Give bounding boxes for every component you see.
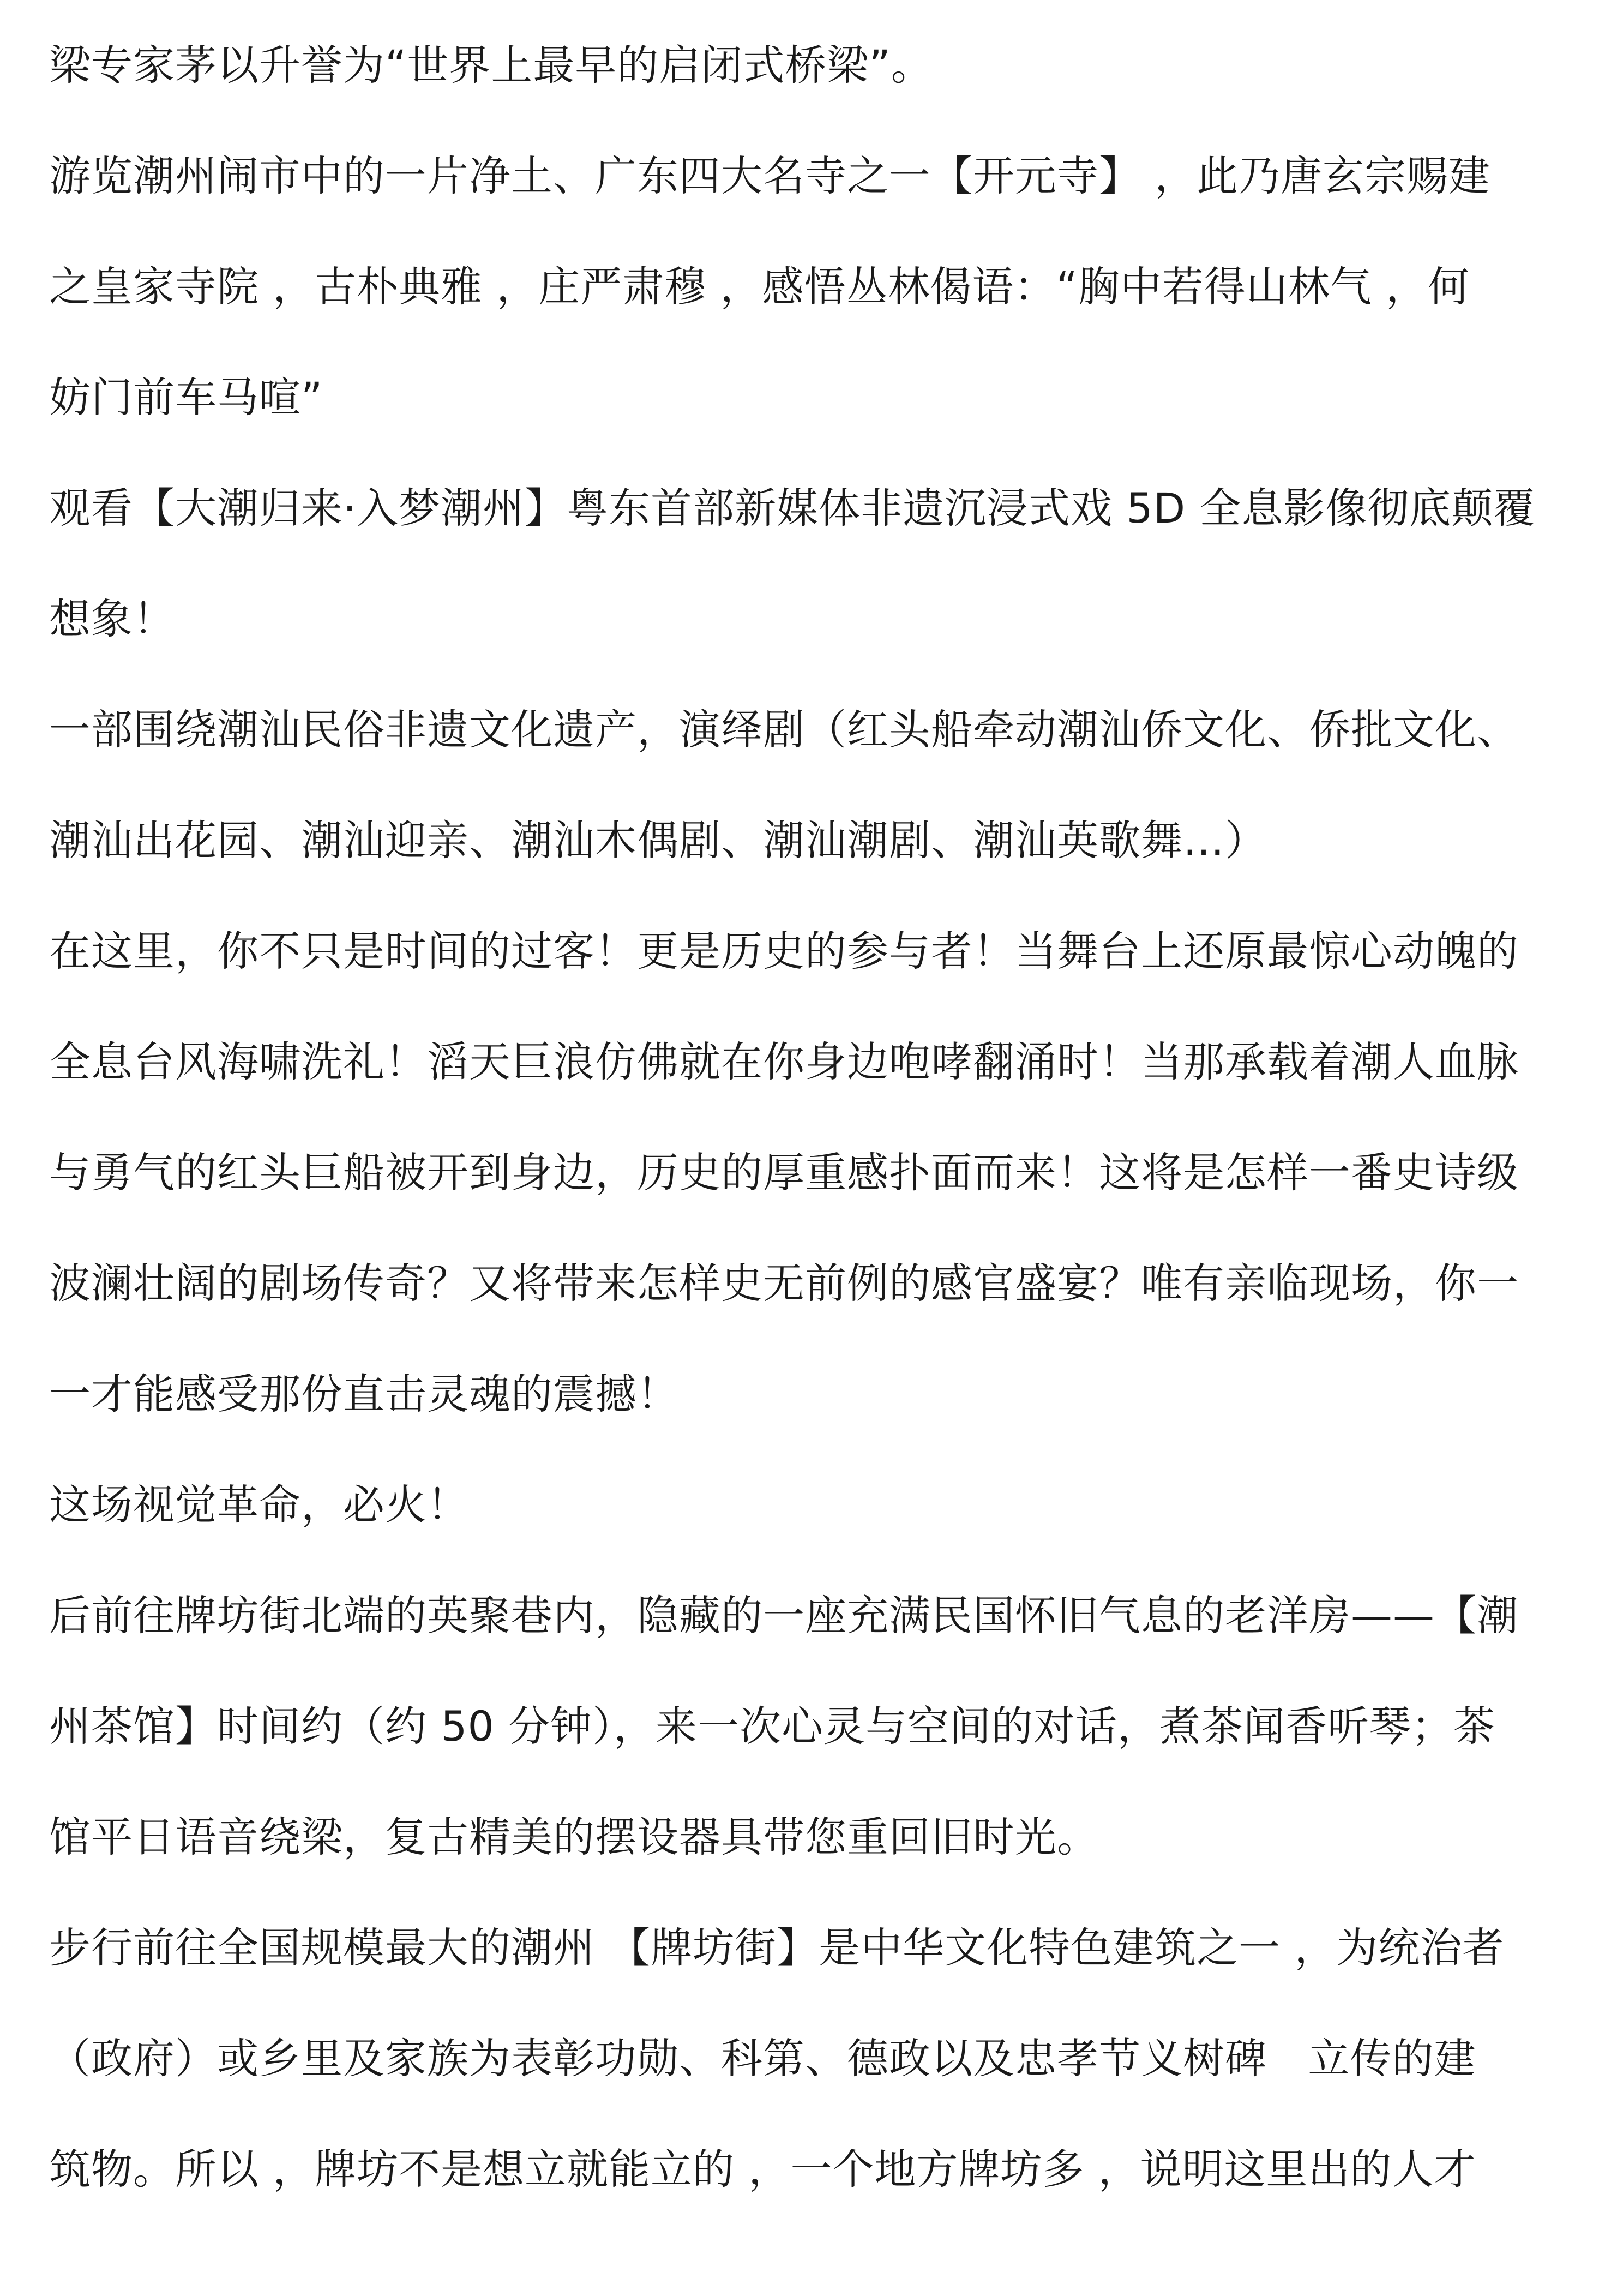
text-line: 筑物。所以 ，牌坊不是想立就能立的 ，一个地方牌坊多 ，说明这里出的人才 <box>49 2145 1476 2193</box>
text-line: 在这里，你不只是时间的过客！更是历史的参与者！当舞台上还原最惊心动魄的 <box>49 927 1519 975</box>
text-line: 妨门前车马喧” <box>49 373 323 422</box>
text-line: 潮汕出花园、潮汕迎亲、潮汕木偶剧、潮汕潮剧、潮汕英歌舞…） <box>49 816 1267 865</box>
text-line: 步行前往全国规模最大的潮州 【牌坊街】是中华文化特色建筑之一 ，为统治者 <box>49 1923 1505 1972</box>
text-line: 馆平日语音绕梁，复古精美的摆设器具带您重回旧时光。 <box>49 1813 1099 1861</box>
text-line: 与勇气的红头巨船被开到身边，历史的厚重感扑面而来！这将是怎样一番史诗级 <box>49 1148 1519 1197</box>
text-line: （政府）或乡里及家族为表彰功勋、科第、德政以及忠孝节义树碑 立传的建 <box>49 2034 1476 2083</box>
text-line: 全息台风海啸洗礼！滔天巨浪仿佛就在你身边咆哮翻涌时！当那承载着潮人血脉 <box>49 1038 1519 1086</box>
text-line: 州茶馆】时间约（约 50 分钟），来一次心灵与空间的对话，煮茶闻香听琴；茶 <box>49 1702 1496 1751</box>
text-line: 一才能感受那份直击灵魂的震撼！ <box>49 1370 679 1418</box>
document-body <box>49 10 1576 2225</box>
text-line: 游览潮州闹市中的一片净土、广东四大名寺之一【开元寺】 ，此乃唐玄宗赐建 <box>49 152 1491 200</box>
text-line: 后前往牌坊街北端的英聚巷内，隐藏的一座充满民国怀旧气息的老洋房——【潮 <box>49 1591 1519 1640</box>
text-line: 这场视觉革命，必火！ <box>49 1480 469 1529</box>
text-line: 想象！ <box>49 595 175 643</box>
text-line: 一部围绕潮汕民俗非遗文化遗产，演绎剧（红头船牵动潮汕侨文化、侨批文化、 <box>49 705 1519 754</box>
text-line: 梁专家茅以升誉为“世界上最早的启闭式桥梁”。 <box>49 41 933 89</box>
text-line: 之皇家寺院 ，古朴典雅 ，庄严肃穆 ，感悟丛林偈语：“胸中若得山林气 ，何 <box>49 262 1470 311</box>
text-line: 观看【大潮归来·入梦潮州】粤东首部新媒体非遗沉浸式戏 5D 全息影像彻底颠覆 <box>49 484 1536 532</box>
text-line: 波澜壮阔的剧场传奇？又将带来怎样史无前例的感官盛宴？唯有亲临现场，你一 <box>49 1259 1519 1308</box>
